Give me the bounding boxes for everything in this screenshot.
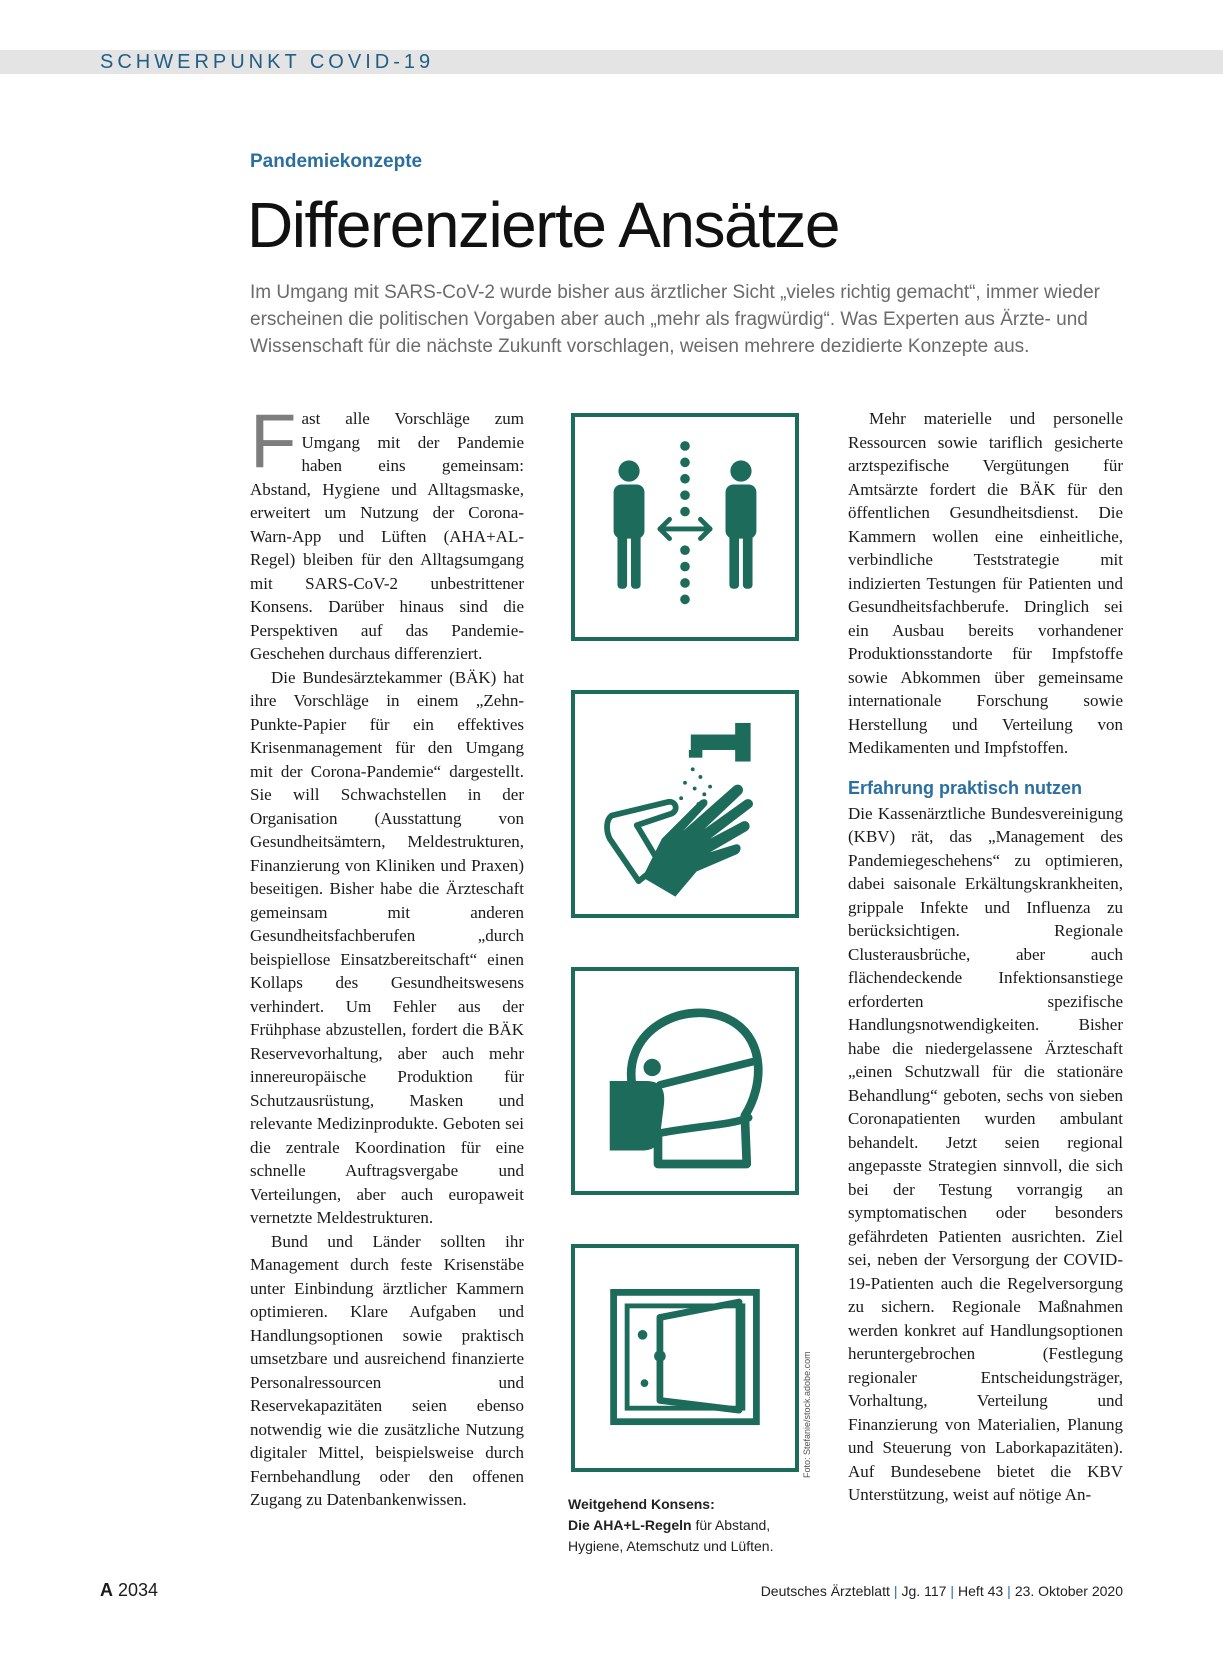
handwashing-icon: [571, 690, 799, 918]
section-label: SCHWERPUNKT COVID-19: [100, 51, 435, 73]
paragraph-kbv: Die Kassenärztliche Bundesvereinigung (KBV) rät, das „Management des Pandemiegeschehens“ zu optimieren, dabei saisonale Erkältungskrankheiten, grippale Infekte und Influenza zu berücksichtigen. Regionale Clusterausbrüche, aber auch flächendeckende Infektionsanstiege erforderten spezifische Handlungsnotwendigkeiten. Bisher habe die niedergelassene Ärzteschaft „einen Schutzwall für die stationäre Behandlung“ geboten, sechs von sieben Coronapatienten wurden ambulant behandelt. Jetzt seien regional angepasste Strategien sinnvoll, die sich bei der Testung vorrangig an symptomatischen oder besonders gefährdeten Patienten ausrichten. Ziel sei, neben der Versorgung der COVID-19-Patienten auch die Regelversorgung zu sichern. Regionale Maßnahmen werden konkret auf Handlungsoptionen heruntergebrochen (Festlegung regionaler Entscheidungsträger, Vorhaltung, Verteilung und Finanzierung von Materialien, Planung und Steuerung von Laborkapazitäten). Auf Bundesebene bietet die KBV Unterstützung, weist auf nötige An-: [848, 803, 1123, 1504]
article-lead: Im Umgang mit SARS-CoV-2 wurde bisher aus ärztlicher Sicht „vieles richtig gemacht“, immer wieder erscheinen die politischen Vorgaben aber auch „mehr als fragwürdig“. Was Experten aus Ärzte- und Wissenschaft für die nächste Zukunft vorschlagen, weisen mehrere dezidierte Konzepte aus.: [250, 282, 1100, 357]
article-kicker: Pandemiekonzepte: [250, 151, 423, 172]
journal-issue: Heft 43: [958, 1583, 1004, 1599]
separator: |: [1007, 1583, 1011, 1599]
face-mask-icon: [571, 967, 799, 1195]
paragraph-ressourcen: Mehr materielle und personelle Ressourcen sowie tariflich gesicherte arztspezifische Vergütungen für Amtsärzte fordert die BÄK für den öffentlichen Gesundheitsdienst. Die Kammern wollen eine einheitliche, verbindliche Teststrategie mit indizierten Testungen für Patienten und Gesundheitsfachberufe. Dringlich sei ein Ausbau bereits vorhandener Produktionsstandorte für Impfstoffe sowie Abkommen über gemeinsame internationale Forschung sowie Herstellung und Verteilung von Medikamenten und Impfstoffen.: [848, 409, 1123, 757]
page-number-value: 2034: [118, 1580, 159, 1600]
paragraph-intro-text: ast alle Vorschläge zum Umgang mit der Pandemie haben eins gemeinsam: Abstand, Hygiene und Alltagsmaske, erweitert um Nutzung der Corona-Warn-App und Lüften (AHA+AL-Regel) bleiben für den Alltagsumgang mit SARS-CoV-2 unbestrittener Konsens. Darüber hinaus sind die Perspektiven auf das Pandemie-Geschehen durchaus differenziert.: [250, 409, 524, 663]
distance-icon: [571, 413, 799, 641]
subhead-erfahrung: Erfahrung praktisch nutzen: [848, 777, 1083, 798]
separator: |: [893, 1583, 898, 1599]
text-column-right: [848, 407, 1123, 1507]
article-title: Differenzierte Ansätze: [247, 189, 839, 261]
paragraph-baek: Die Bundesärztekammer (BÄK) hat ihre Vorschläge in einem „Zehn-Punkte-Papier für ein effektives Krisenmanagement für den Umgang mit der Corona-Pandemie“ dargestellt. Sie will Schwachstellen in der Organisation (Ausstattung von Gesundheitsämtern, Meldestrukturen, Finanzierung von Kliniken und Praxen) beseitigen. Bisher habe die Ärzteschaft gemeinsam mit anderen Gesundheitsfachberufen „durch beispiellose Einsatzbereitschaft“ einen Kollaps des Gesundheitswesens verhindert. Um Fehler aus der Frühphase abzustellen, fordert die BÄK Reservevorhaltung, aber auch mehr innereuropäische Produktion für Schutzausrüstung, Masken und relevante Medizinprodukte. Geboten sei die zentrale Koordination für eine schnelle Auftragsvergabe und Verteilungen, aber auch europaweit vernetzte Meldestrukturen.: [250, 667, 524, 1227]
paragraph-bund-laender: Bund und Länder sollten ihr Management durch feste Krisenstäbe unter Einbindung ärztlicher Kammern optimieren. Klare Aufgaben und Handlungsoptionen sowie praktisch umsetzbare und ausreichend finanzierte Personalressourcen und Reservekapazitäten seien ebenso notwendig wie die zusätzliche Nutzung digitaler Mittel, beispielsweise durch Fernbehandlung oder den offenen Zugang zu Datenbankenwissen.: [250, 1231, 524, 1509]
caption-text: für Abstand, Hygiene, Atemschutz und Lüften.: [568, 1517, 774, 1554]
caption-title: Weitgehend Konsens:: [568, 1496, 715, 1512]
journal-name: Deutsches Ärzteblatt: [760, 1583, 890, 1599]
drop-cap: F: [250, 399, 297, 484]
page-number: [100, 1580, 158, 1601]
photo-credit: Foto: Stefanie/stock.adobe.com: [802, 1351, 812, 1478]
separator: |: [950, 1583, 955, 1599]
figure-caption: [568, 1494, 798, 1557]
page-prefix: A: [100, 1580, 113, 1600]
journal-date: 23. Oktober 2020: [1014, 1583, 1123, 1599]
journal-info: [761, 1583, 1123, 1599]
caption-highlight: Die AHA+L-Regeln: [568, 1517, 692, 1533]
journal-volume: Jg. 117: [901, 1583, 947, 1599]
text-column-left: [250, 399, 524, 1512]
ventilation-icon: [571, 1244, 799, 1472]
paragraph-intro: [250, 399, 524, 666]
